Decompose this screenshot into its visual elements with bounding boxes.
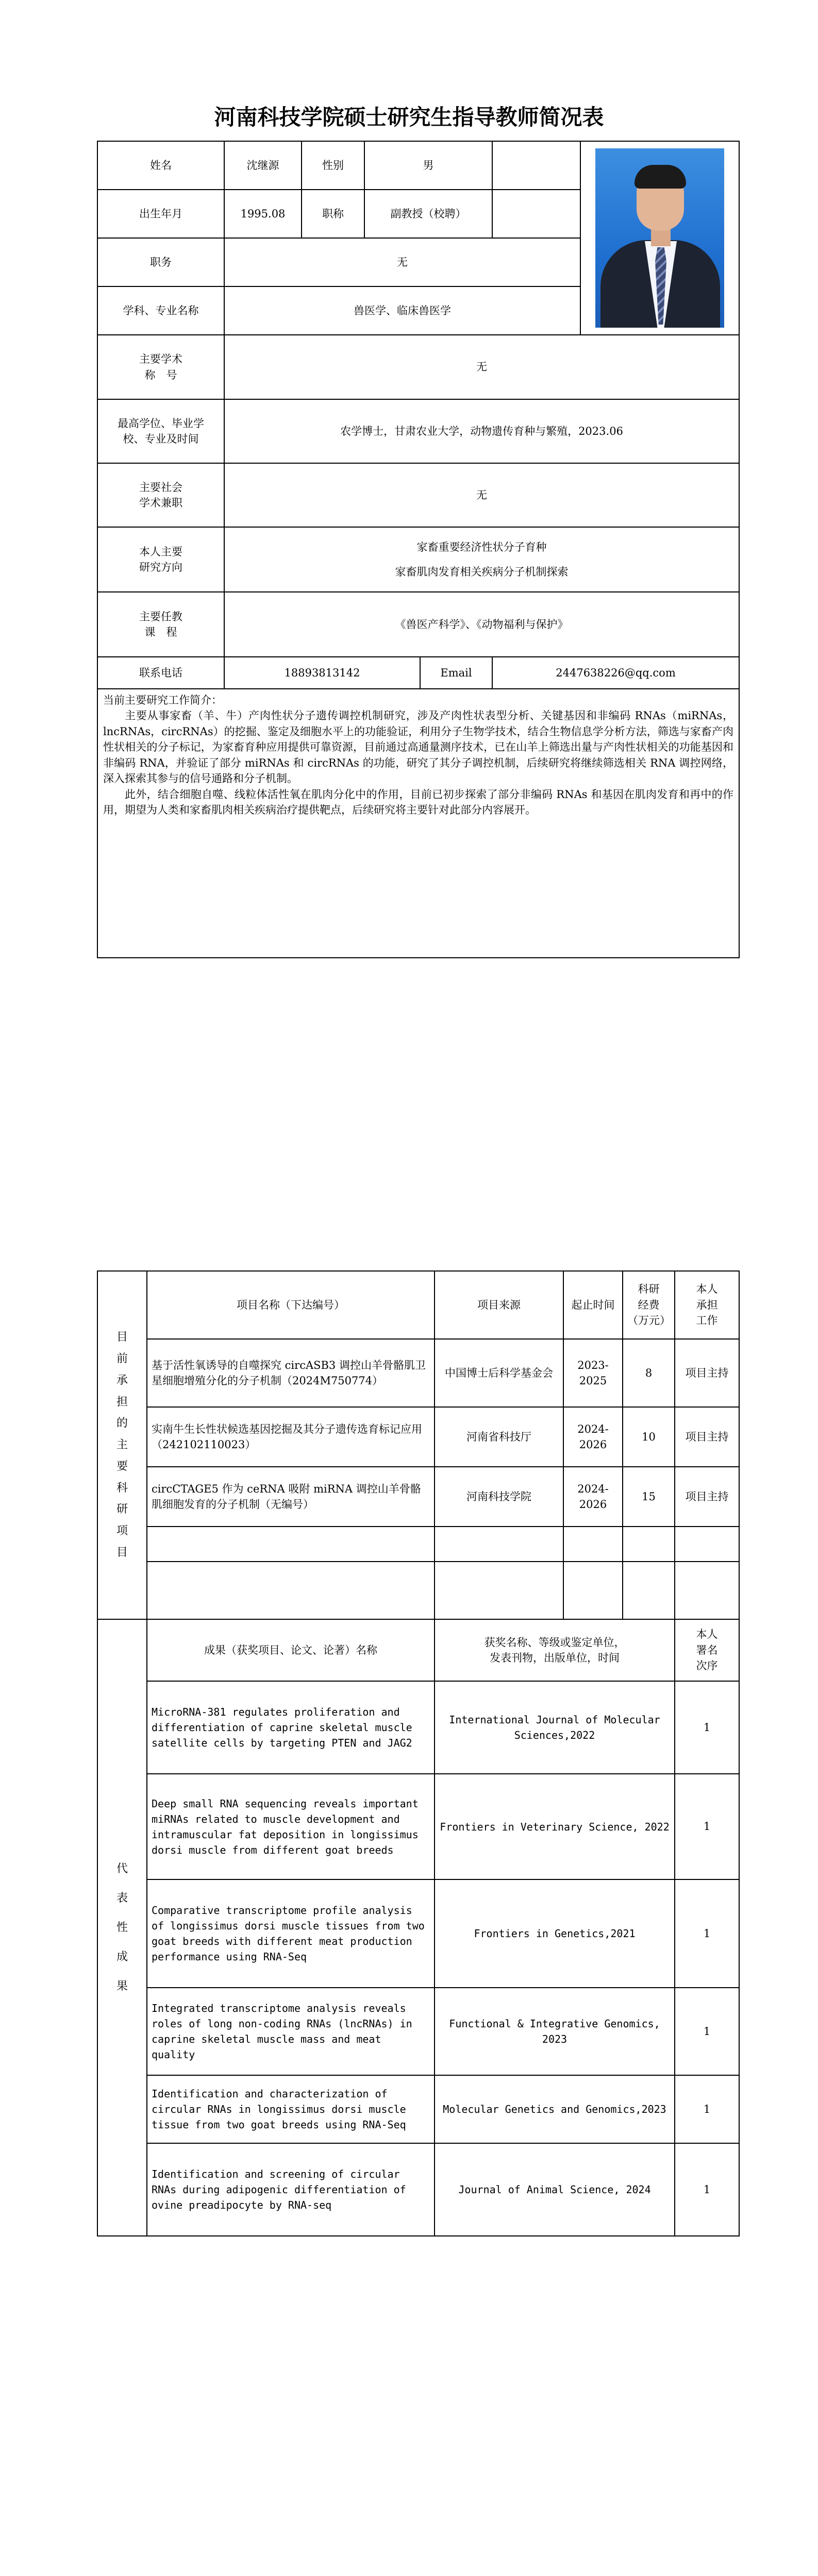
achievement-venue: Frontiers in Veterinary Science, 2022 [435, 1774, 675, 1879]
discipline-value: 兽医学、临床兽医学 [224, 286, 580, 335]
discipline-label: 学科、专业名称 [97, 286, 224, 335]
achievement-venue: International Journal of Molecular Sciences,2022 [435, 1681, 675, 1774]
project-header-role: 本人 承担 工作 [675, 1271, 739, 1339]
project-funds: 15 [623, 1467, 675, 1527]
degree-value: 农学博士，甘肃农业大学，动物遗传育种与繁殖，2023.06 [224, 399, 739, 463]
achievement-rank: 1 [675, 1879, 739, 1988]
phone-value: 18893813142 [224, 657, 420, 689]
achievement-rank: 1 [675, 2143, 739, 2236]
email-label: Email [420, 657, 492, 689]
table-row [97, 1339, 739, 1407]
achievement-venue: Frontiers in Genetics,2021 [435, 1879, 675, 1988]
project-header-funds: 科研 经费 （万元） [623, 1271, 675, 1339]
social-label: 主要社会 学术兼职 [97, 463, 224, 527]
duty-value: 无 [224, 238, 580, 286]
project-time: 2024-2026 [563, 1407, 623, 1467]
title-value: 副教授（校聘） [364, 190, 492, 238]
achievement-header-rank: 本人 署名 次序 [675, 1619, 739, 1681]
project-source: 中国博士后科学基金会 [435, 1339, 563, 1407]
achievement-name: Deep small RNA sequencing reveals important miRNAs related to muscle development and intramuscular fat deposition in longissimus dorsi muscle from different goat breeds [147, 1774, 435, 1879]
achievement-name: Identification and screening of circular RNAs during adipogenic differentiation of ovine preadipocyte by RNA-seq [147, 2143, 435, 2236]
achievement-venue: Functional & Integrative Genomics, 2023 [435, 1988, 675, 2075]
project-name: 基于活性氧诱导的自噬探究 circASB3 调控山羊骨骼肌卫星细胞增殖分化的分子机制（2024M750774） [147, 1339, 435, 1407]
table-row [97, 1988, 739, 2075]
social-value: 无 [224, 463, 739, 527]
achievement-name: Comparative transcriptome profile analysis of longissimus dorsi muscle tissues from two goat breeds with different meat production performance using RNA-Seq [147, 1879, 435, 1988]
page-title: 河南科技学院硕士研究生指导教师简况表 [214, 105, 604, 130]
birth-label: 出生年月 [97, 190, 224, 238]
birth-value: 1995.08 [224, 190, 302, 238]
achievement-name: Identification and characterization of circular RNAs in longissimus dorsi muscle tissue from two goat breeds using RNA-Seq [147, 2075, 435, 2143]
gender-value: 男 [364, 141, 492, 190]
table-row [97, 1527, 739, 1562]
email-value: 2447638226@qq.com [492, 657, 739, 689]
phone-label: 联系电话 [97, 657, 224, 689]
degree-label: 最高学位、毕业学 校、专业及时间 [97, 399, 224, 463]
table-row [97, 1681, 739, 1774]
research-intro [97, 689, 739, 958]
academic-title-label: 主要学术 称 号 [97, 335, 224, 399]
research-label: 本人主要 研究方向 [97, 527, 224, 592]
achievement-rank: 1 [675, 1988, 739, 2075]
table-row [97, 1467, 739, 1527]
project-name: 实南牛生长性状候选基因挖掘及其分子遗传选育标记应用（242102110023） [147, 1407, 435, 1467]
project-source: 河南科技学院 [435, 1467, 563, 1527]
project-role: 项目主持 [675, 1339, 739, 1407]
title-label: 职称 [302, 190, 364, 238]
project-time: 2024-2026 [563, 1467, 623, 1527]
achievement-header-name: 成果（获奖项目、论文、论著）名称 [147, 1619, 435, 1681]
projects-achievements-table [97, 1270, 740, 2236]
project-funds: 8 [623, 1339, 675, 1407]
project-header-source: 项目来源 [435, 1271, 563, 1339]
achievement-name: MicroRNA-381 regulates proliferation and differentiation of caprine skeletal muscle satellite cells by targeting PTEN and JAG2 [147, 1681, 435, 1774]
achievement-rank: 1 [675, 2075, 739, 2143]
achievement-venue: Molecular Genetics and Genomics,2023 [435, 2075, 675, 2143]
courses-value: 《兽医产科学》、《动物福利与保护》 [224, 592, 739, 657]
achievements-section-label: 代表性成果 [97, 1619, 147, 2236]
project-funds: 10 [623, 1407, 675, 1467]
achievement-header-venue: 获奖名称、等级或鉴定单位， 发表刊物，出版单位，时间 [435, 1619, 675, 1681]
achievement-rank: 1 [675, 1681, 739, 1774]
intro-heading: 当前主要研究工作简介： [103, 694, 222, 706]
achievement-rank: 1 [675, 1774, 739, 1879]
project-header-time: 起止时间 [563, 1271, 623, 1339]
table-row [97, 1562, 739, 1619]
research-value: 家畜重要经济性状分子育种 家畜肌肉发育相关疾病分子机制探索 [224, 527, 739, 592]
intro-paragraph-1: 主要从事家畜（羊、牛）产肉性状分子遗传调控机制研究，涉及产肉性状表型分析、关键基因和非编码 RNAs（miRNAs，lncRNAs，circRNAs）的挖掘、鉴定及细胞水平上的功能验证，利用分子生物学技术，结合生物信息学分析方法，筛选与家畜产肉性状相关的分子标记，为家畜育种应用提供可靠资源，目前通过高通量测序技术，已在山羊上筛选出量与产肉性状相关的功能基因和非编码 RNA，并验证了部分 miRNAs 和 circRNAs 的功能，研究了其分子调控机制，后续研究将继续筛选相关 RNA 调控网络，深入探索其参与的信号通路和分子机制。 [103, 709, 733, 785]
gender-label: 性别 [302, 141, 364, 190]
table-row [97, 2143, 739, 2236]
projects-section-label: 目前承担的主要科研项目 [97, 1271, 147, 1619]
project-role: 项目主持 [675, 1407, 739, 1467]
achievement-name: Integrated transcriptome analysis reveals roles of long non-coding RNAs (lncRNAs) in caprine skeletal muscle mass and meat quality [147, 1988, 435, 2075]
project-time: 2023-2025 [563, 1339, 623, 1407]
table-row [97, 1774, 739, 1879]
portrait-photo [595, 148, 724, 328]
achievement-venue: Journal of Animal Science, 2024 [435, 2143, 675, 2236]
intro-paragraph-2: 此外，结合细胞自噬、线粒体活性氧在肌肉分化中的作用，目前已初步探索了部分非编码 RNAs 和基因在肌肉发育和再中的作用，期望为人类和家畜肌肉相关疾病治疗提供靶点，后续研究将主要针对此部分内容展开。 [103, 788, 733, 817]
name-label: 姓名 [97, 141, 224, 190]
table-row [97, 1407, 739, 1467]
name-value: 沈继源 [224, 141, 302, 190]
profile-table [97, 141, 740, 958]
duty-label: 职务 [97, 238, 224, 286]
table-row [97, 1879, 739, 1988]
project-header-name: 项目名称（下达编号） [147, 1271, 435, 1339]
courses-label: 主要任教 课 程 [97, 592, 224, 657]
project-source: 河南省科技厅 [435, 1407, 563, 1467]
project-role: 项目主持 [675, 1467, 739, 1527]
project-name: circCTAGE5 作为 ceRNA 吸附 miRNA 调控山羊骨骼肌细胞发育的分子机制（无编号） [147, 1467, 435, 1527]
table-row [97, 2075, 739, 2143]
photo-cell [580, 141, 739, 335]
academic-title-value: 无 [224, 335, 739, 399]
